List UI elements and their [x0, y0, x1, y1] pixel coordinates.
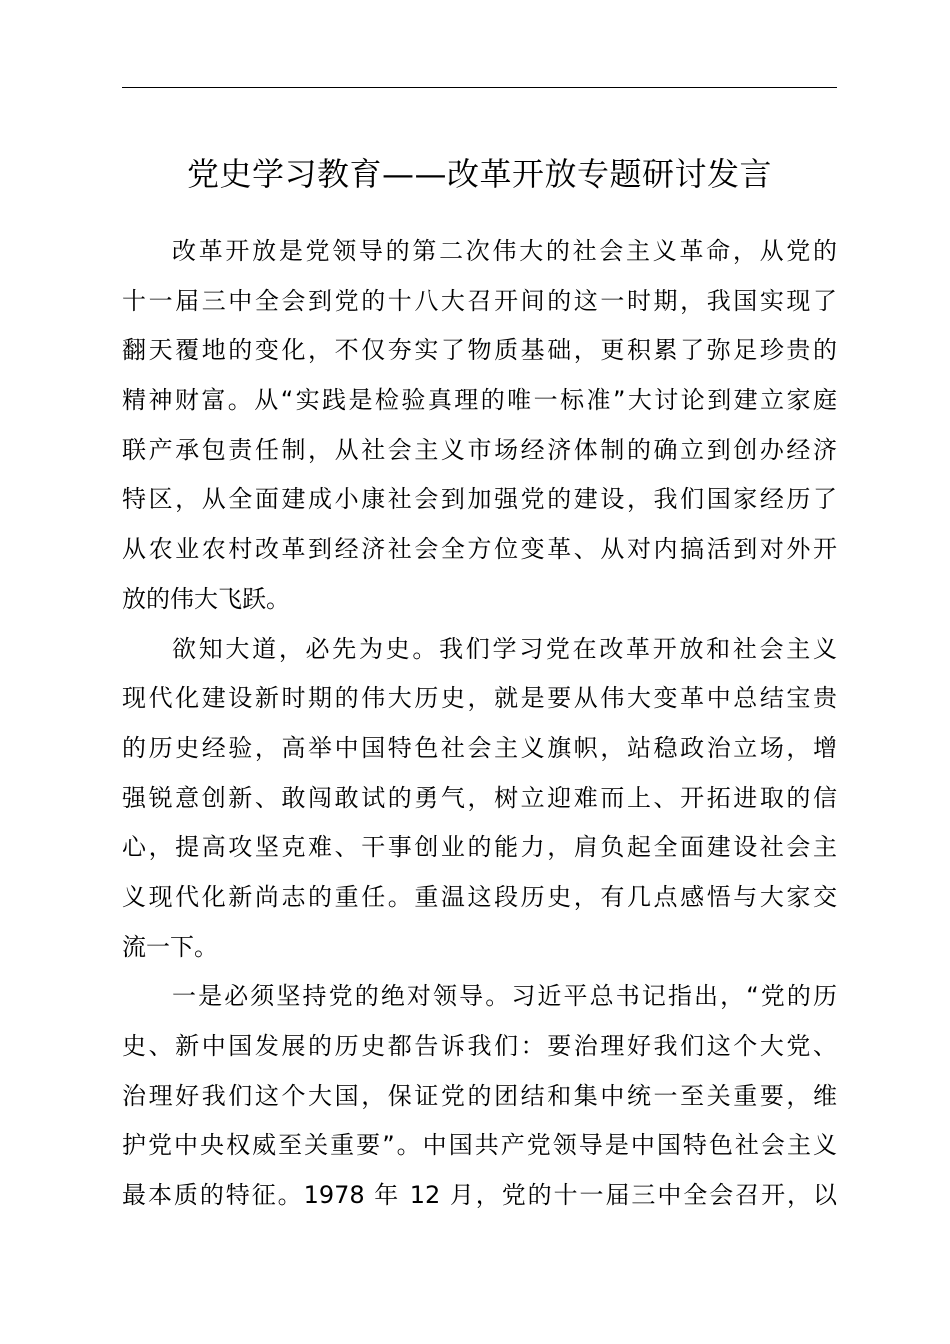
text-line: 放的伟大飞跃。	[122, 584, 290, 613]
text-line: 现代化建设新时期的伟大历史，就是要从伟大变革中总结宝贵	[122, 684, 837, 713]
text-line: 十一届三中全会到党的十八大召开间的这一时期，我国实现了	[122, 286, 837, 315]
text-line: 翻天覆地的变化，不仅夯实了物质基础，更积累了弥足珍贵的	[122, 336, 837, 365]
text-line: 联产承包责任制，从社会主义市场经济体制的确立到创办经济	[122, 435, 837, 464]
text-line: 护党中央权威至关重要”。中国共产党领导是中国特色社会主义	[122, 1131, 837, 1160]
text-line: 流一下。	[122, 932, 218, 961]
paragraph-1	[122, 227, 837, 625]
text-line: 强锐意创新、敢闯敢试的勇气，树立迎难而上、开拓进取的信	[122, 783, 837, 812]
text-line: 心，提高攻坚克难、干事创业的能力，肩负起全面建设社会主	[122, 833, 837, 862]
text-line: 改革开放是党领导的第二次伟大的社会主义革命，从党的	[172, 237, 837, 265]
text-line: 史、新中国发展的历史都告诉我们：要治理好我们这个大党、	[122, 1032, 837, 1060]
document-title: 党史学习教育——改革开放专题研讨发言	[186, 155, 772, 193]
text-line: 欲知大道，必先为史。我们学习党在改革开放和社会主义	[172, 634, 837, 663]
text-line: 最本质的特征。1978 年 12 月，党的十一届三中全会召开，以	[122, 1181, 837, 1210]
document-body	[122, 227, 837, 1221]
text-line: 的历史经验，高举中国特色社会主义旗帜，站稳政治立场，增	[122, 733, 837, 762]
text-line: 治理好我们这个大国，保证党的团结和集中统一至关重要，维	[122, 1081, 837, 1110]
paragraph-3	[122, 972, 837, 1220]
text-line: 精神财富。从“实践是检验真理的唯一标准”大讨论到建立家庭	[122, 386, 837, 415]
text-line: 一是必须坚持党的绝对领导。习近平总书记指出，“党的历	[172, 982, 837, 1011]
text-line: 特区，从全面建成小康社会到加强党的建设，我们国家经历了	[122, 485, 837, 514]
text-line: 从农业农村改革到经济社会全方位变革、从对内搞活到对外开	[122, 535, 837, 564]
text-line: 义现代化新尚志的重任。重温这段历史，有几点感悟与大家交	[122, 882, 837, 911]
header-rule	[122, 87, 837, 88]
paragraph-2	[122, 625, 837, 973]
